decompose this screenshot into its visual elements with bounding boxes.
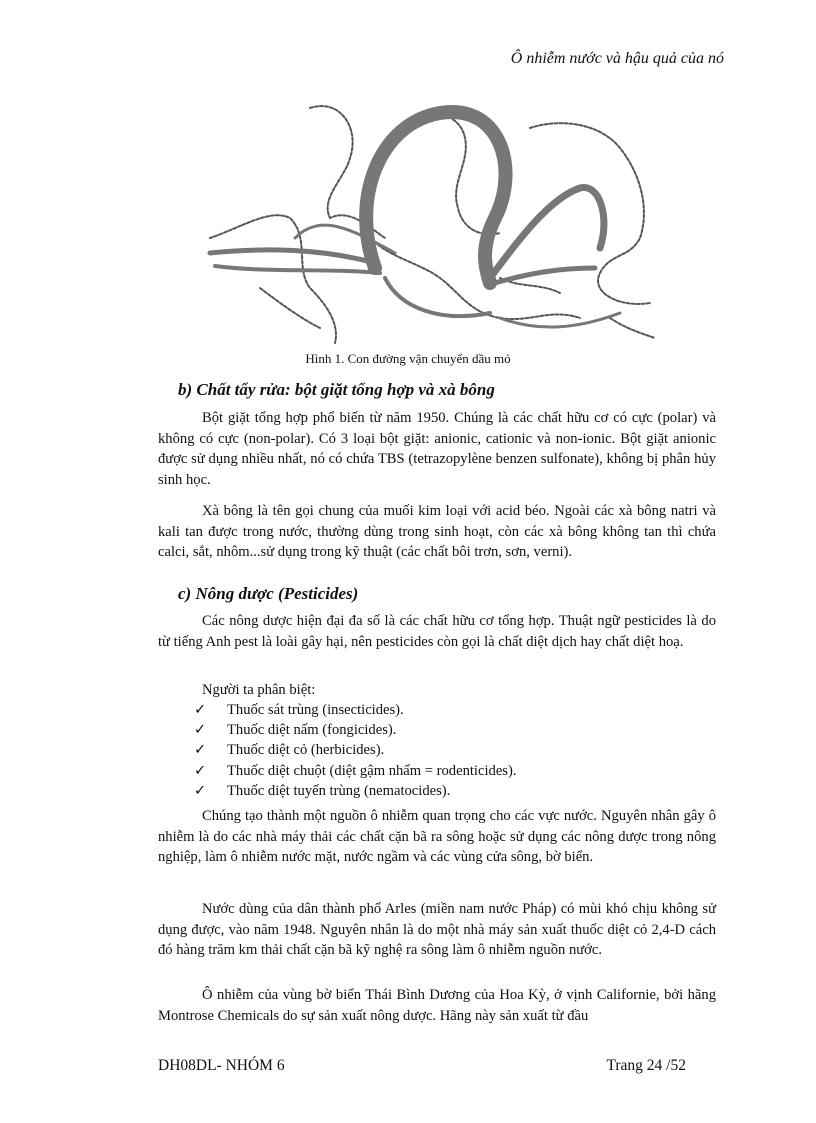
- pesticide-list: [194, 700, 516, 801]
- check-icon: ✓: [194, 702, 207, 718]
- route-westward-3: [295, 225, 395, 253]
- map-outline-islands: [260, 278, 655, 338]
- list-item: ✓ Thuốc sát trùng (insecticides).: [194, 700, 516, 720]
- section-heading-c: c) Nông dược (Pesticides): [178, 584, 359, 603]
- route-east-2: [495, 268, 595, 283]
- route-main-loop: [366, 112, 505, 283]
- check-icon: ✓: [194, 762, 207, 779]
- paragraph-c2: Chúng tạo thành một nguồn ô nhiễm quan trọng cho các vực nước. Nguyên nhân gây ô nhiễm là do các nhà máy thải các chất cặn bã ra sông hoặc sử dụng các nông dược trong nông nghiệp, làm ô nhiễm nước mặt, nước ngầm và các vùng cửa sông, bờ biển.: [158, 808, 716, 865]
- check-icon: ✓: [194, 742, 207, 759]
- list-intro: Người ta phân biệt:: [202, 682, 316, 698]
- paragraph-b2: Xà bông là tên gọi chung của muối kim loại với acid béo. Ngoài các xà bông natri và kali tan được trong nước, thường dùng trong sinh hoạt, còn các xà bông không tan thì chứa calci, sắt, nhôm...sử dụng trong kỹ thuật (các chất bôi trơn, sơn, verni).: [158, 503, 716, 560]
- footer-page-number: Trang 24 /52: [606, 1057, 686, 1074]
- check-icon: ✓: [194, 722, 207, 739]
- list-item: ✓ Thuốc diệt nấm (fongicides).: [194, 720, 516, 740]
- map-outline-americas: [210, 215, 336, 343]
- check-icon: ✓: [194, 782, 207, 799]
- route-westward-2: [215, 266, 380, 273]
- map-outline-africa: [370, 238, 580, 319]
- running-header: Ô nhiễm nước và hậu quả của nó: [510, 50, 724, 67]
- list-item: ✓ Thuốc diệt chuột (diệt gậm nhấm = rodenticides).: [194, 761, 516, 781]
- route-westward-1: [210, 250, 375, 263]
- route-south: [385, 278, 490, 316]
- footer-group-label: DH08DL- NHÓM 6: [158, 1057, 285, 1074]
- list-item: ✓ Thuốc diệt tuyến trùng (nematocides).: [194, 781, 516, 801]
- paragraph-c4: Ô nhiễm của vùng bờ biển Thái Bình Dương của Hoa Kỳ, ở vịnh Californie, bởi hãng Montrose Chemicals do sự sản xuất nông dược. Hãng này sản xuất từ đầu: [158, 987, 716, 1024]
- paragraph-c1: Các nông dược hiện đại đa số là các chất hữu cơ tổng hợp. Thuật ngữ pesticides là do từ tiếng Anh pest là loài gây hại, nên pesticides còn gọi là chất diệt dịch hay chất diệt hoạ.: [158, 613, 716, 650]
- section-heading-b: b) Chất tẩy rửa: bột giặt tổng hợp và xà bông: [178, 380, 495, 399]
- paragraph-b1: Bột giặt tổng hợp phổ biến từ năm 1950. Chúng là các chất hữu cơ có cực (polar) và không có cực (non-polar). Có 3 loại bột giặt: anionic, cationic và non-ionic. Bột giặt anionic được sử dụng nhiều nhất, nó có chứa TBS (tetrazopylène benzen sulfonate), không bị phân hủy sinh học.: [158, 410, 716, 488]
- figure-caption: Hình 1. Con đường vận chuyển dầu mỏ: [305, 351, 511, 366]
- map-outline-asia: [530, 123, 650, 304]
- list-item: ✓ Thuốc diệt cỏ (herbicides).: [194, 740, 516, 760]
- oil-route-map: [200, 88, 670, 350]
- paragraph-c3: Nước dùng của dân thành phố Arles (miền nam nước Pháp) có mùi khó chịu không sử dụng được, vào năm 1948. Nguyên nhân là do một nhà máy sản xuất thuốc diệt cỏ 2,4-D cách đó hàng trăm km thải chất cặn bã kỹ nghệ ra sông làm ô nhiễm nguồn nước.: [158, 901, 716, 958]
